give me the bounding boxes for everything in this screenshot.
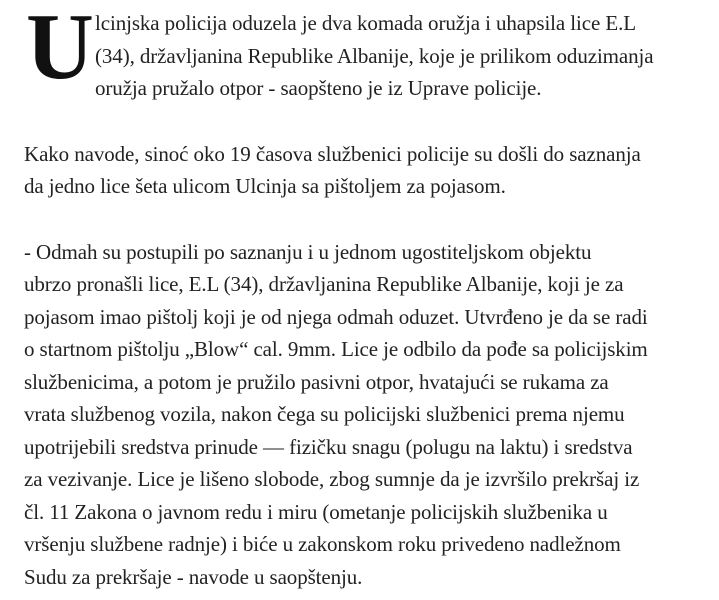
paragraph-line: o startnom pištolju „Blow“ cal. 9mm. Lice je odbilo da pođe sa policijskim bbox=[24, 337, 648, 361]
paragraph-line: - Odmah su postupili po saznanju i u jednom ugostiteljskom objektu bbox=[24, 239, 592, 264]
paragraph-line: službenicima, a potom je pružilo pasivni otpor, hvatajući se rukama za bbox=[24, 369, 609, 394]
drop-cap: U bbox=[26, 0, 94, 99]
paragraph-line: Sudu za prekršaje - navode u saopštenju. bbox=[24, 564, 363, 589]
paragraph-spacer bbox=[24, 105, 714, 138]
lead-paragraph-text bbox=[95, 7, 714, 105]
paragraph-line: da jedno lice šeta ulicom Ulcinja sa pištoljem za pojasom. bbox=[24, 174, 506, 198]
paragraph-line: vrata službenog vozila, nakon čega su policijski službenici prema njemu bbox=[24, 402, 625, 426]
paragraph-3 bbox=[24, 236, 714, 594]
paragraph-line: za vezivanje. Lice je lišeno slobode, zbog sumnje da je izvršilo prekršaj iz bbox=[24, 467, 640, 491]
article-body bbox=[24, 0, 714, 593]
paragraph-spacer bbox=[24, 203, 714, 236]
paragraph-line: pojasom imao pištolj koji je od njega odmah oduzet. Utvrđeno je da se radi bbox=[24, 304, 648, 329]
paragraph-line: Kako navode, sinoć oko 19 časova službenici policije su došli do saznanja bbox=[24, 141, 641, 166]
paragraph-line: upotrijebili sredstva prinude — fizičku snagu (polugu na laktu) i sredstva bbox=[24, 434, 633, 459]
paragraph-2 bbox=[24, 138, 714, 203]
paragraph-line: (34), državljanina Republike Albanije, koje je prilikom oduzimanja bbox=[95, 43, 654, 68]
paragraph-line: čl. 11 Zakona o javnom redu i miru (ometanje policijskih službenika u bbox=[24, 499, 608, 524]
paragraph-line: vršenju službene radnje) i biće u zakonskom roku privedeno nadležnom bbox=[24, 532, 621, 556]
paragraph-line: oružja pružalo otpor - saopšteno je iz Uprave policije. bbox=[95, 76, 542, 100]
paragraph-line: ubrzo pronašli lice, E.L (34), državljanina Republike Albanije, koji je za bbox=[24, 272, 624, 296]
paragraph-line: lcinjska policija oduzela je dva komada oružja i uhapsila lice E.L bbox=[95, 11, 636, 35]
lead-paragraph bbox=[24, 0, 714, 105]
